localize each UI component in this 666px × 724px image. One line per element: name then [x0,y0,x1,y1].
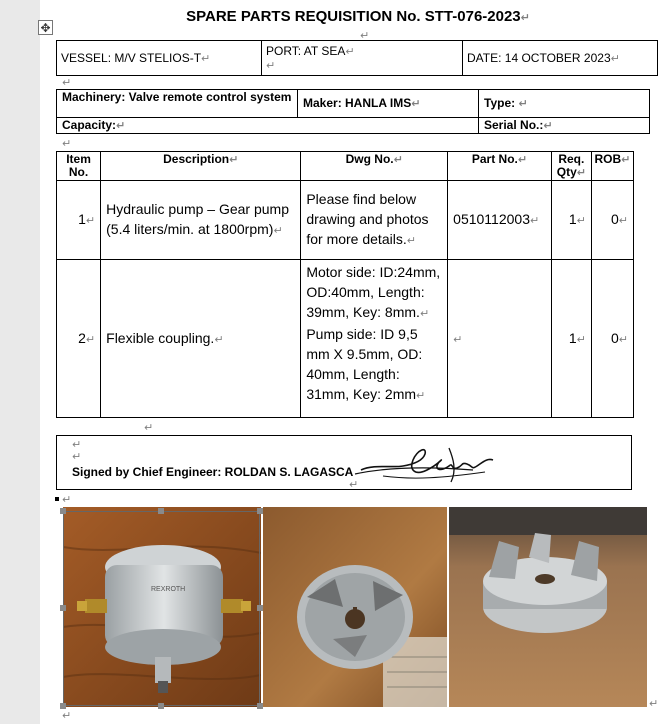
dwg-no-cell: Motor side: ID:24mm, OD:40mm, Length: 39mm, Key: 8mm.↵ Pump side: ID 9,5 mm X 9.5mm, OD: 40mm, Length: 31mm, Key: 2mm↵ [301,260,448,418]
table-move-handle-icon[interactable]: ✥ [38,20,53,35]
paragraph-mark: ↵ [62,709,72,722]
part-no-cell: 0510112003↵ [448,181,552,260]
coupling-jaw-photo-top[interactable] [263,507,447,707]
req-qty-cell: 1↵ [551,260,591,418]
paragraph-mark: ↵ [62,76,72,89]
description-cell: Hydraulic pump – Gear pump (5.4 liters/min. at 1800rpm)↵ [101,181,301,260]
item-no-cell: 2↵ [57,260,101,418]
document-title: SPARE PARTS REQUISITION No. STT-076-2023↵ [186,8,530,25]
vessel-cell: VESSEL: M/V STELIOS-T↵ [57,41,262,76]
date-cell: DATE: 14 OCTOBER 2023↵ [463,41,658,76]
type-cell: Type: ↵ [479,90,650,118]
serial-cell: Serial No.:↵ [479,118,650,134]
header-table [56,40,658,76]
paragraph-mark: ↵ [72,438,82,451]
paragraph-mark: ↵ [72,450,82,463]
resize-handle[interactable] [158,508,164,514]
rob-cell: 0↵ [591,181,633,260]
signed-by-label: Signed by Chief Engineer: ROLDAN S. LAGASCA [72,465,354,479]
paragraph-mark: ↵ [62,493,72,506]
paragraph-mark: ↵ [360,29,370,42]
anchor-mark [55,497,59,501]
paragraph-mark: ↵ [62,137,72,150]
machinery-cell: Machinery: Valve remote control system [57,90,298,118]
resize-handle[interactable] [257,508,263,514]
header-part-no: Part No.↵ [448,152,552,181]
dwg-no-cell: Please find below drawing and photos for more details.↵ [301,181,448,260]
capacity-cell: Capacity:↵ [57,118,479,134]
resize-handle[interactable] [257,605,263,611]
header-description: Description↵ [101,152,301,181]
resize-handle[interactable] [60,508,66,514]
description-cell: Flexible coupling.↵ [101,260,301,418]
header-dwg-no: Dwg No.↵ [301,152,448,181]
resize-handle[interactable] [60,605,66,611]
table-row [57,260,634,418]
port-cell: PORT: AT SEA↵ ↵ [262,41,463,76]
coupling-jaw-photo-side[interactable] [449,507,647,707]
req-qty-cell: 1↵ [551,181,591,260]
machinery-table [56,89,650,134]
handwritten-signature [353,440,503,486]
header-rob: ROB↵ [591,152,633,181]
parts-table [56,151,634,418]
item-no-cell: 1↵ [57,181,101,260]
maker-cell: Maker: HANLA IMS↵ [298,90,479,118]
signature-box [56,435,632,490]
parts-header-row [57,152,634,181]
part-no-cell: ↵ [448,260,552,418]
paragraph-mark: ↵ [144,421,154,434]
pump-brand-label: REXROTH [151,586,186,593]
table-row [57,181,634,260]
resize-handle[interactable] [158,703,164,709]
rob-cell: 0↵ [591,260,633,418]
image-selection-frame[interactable] [63,511,260,706]
paragraph-mark: ↵ [649,697,659,710]
header-req-qty: Req. Qty↵ [551,152,591,181]
paragraph-mark: ↵ [349,478,359,491]
header-item-no: Item No. [57,152,101,181]
resize-handle[interactable] [257,703,263,709]
